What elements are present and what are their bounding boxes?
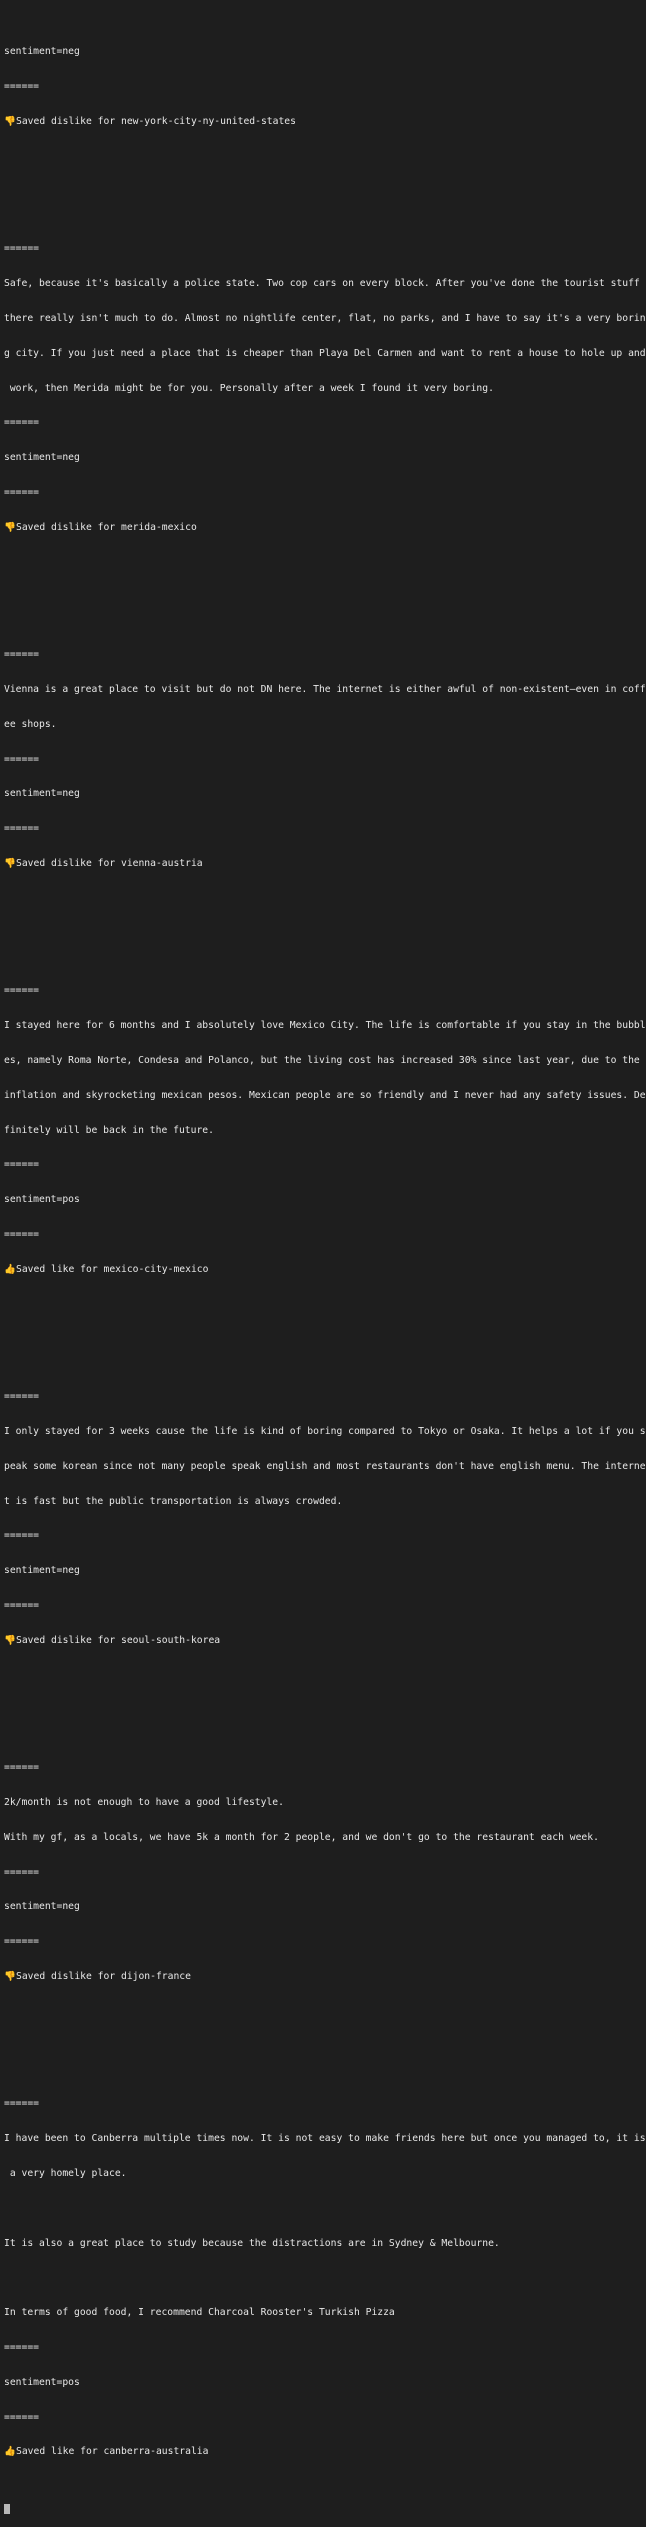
review-line: I stayed here for 6 months and I absolutely love Mexico City. The life is comfortable if you stay in the bubbl: [4, 1020, 646, 1032]
saved-line: [4, 858, 600, 870]
review-line: there really isn't much to do. Almost no nightlife center, flat, no parks, and I have to say it's a very borin: [4, 313, 646, 325]
review-line: Safe, because it's basically a police state. Two cop cars on every block. After you've done the tourist stuff: [4, 278, 640, 290]
review-line: I only stayed for 3 weeks cause the life is kind of boring compared to Tokyo or Osaka. It helps a lot if you s: [4, 1426, 646, 1438]
separator: ======: [4, 243, 39, 255]
sentiment-line: sentiment=pos: [4, 1194, 80, 1206]
thumbs-down-icon: 👎: [4, 1970, 16, 1982]
saved-line: [4, 1635, 600, 1647]
review-line: work, then Merida might be for you. Personally after a week I found it very boring.: [4, 382, 494, 394]
saved-line: [4, 1971, 600, 1983]
separator: ======: [4, 1762, 39, 1774]
review-line: With my gf, as a locals, we have 5k a month for 2 people, and we don't go to the restaurant each week.: [4, 1831, 599, 1843]
thumbs-down-icon: 👎: [4, 1634, 16, 1646]
saved-text: Saved dislike for dijon-france: [16, 1970, 191, 1982]
separator: ======: [4, 1599, 39, 1611]
separator: ======: [4, 2341, 39, 2353]
sentiment-line: sentiment=neg: [4, 1565, 80, 1577]
review-line: [4, 2272, 600, 2284]
review-line: inflation and skyrocketing mexican pesos. Mexican people are so friendly and I never had any safety issues. De: [4, 1089, 646, 1101]
review-line: In terms of good food, I recommend Charcoal Rooster's Turkish Pizza: [4, 2307, 395, 2319]
review-line: It is also a great place to study because the distractions are in Sydney & Melbourne.: [4, 2237, 500, 2249]
saved-line: [4, 522, 600, 534]
prompt-line[interactable]: [4, 2504, 600, 2516]
thumbs-up-icon: 👍: [4, 2446, 16, 2458]
saved-text: Saved dislike for merida-mexico: [16, 521, 197, 533]
separator: ======: [4, 1530, 39, 1542]
sentiment-line: sentiment=neg: [4, 788, 80, 800]
saved-text: Saved dislike for new-york-city-ny-united-states: [16, 115, 296, 127]
separator: ======: [4, 1866, 39, 1878]
thumbs-down-icon: 👎: [4, 521, 16, 533]
review-line: 2k/month is not enough to have a good lifestyle.: [4, 1797, 284, 1809]
saved-text: Saved dislike for vienna-austria: [16, 857, 203, 869]
sentiment-line: sentiment=neg: [4, 46, 80, 58]
review-line: t is fast but the public transportation is always crowded.: [4, 1495, 343, 1507]
separator: ======: [4, 1391, 39, 1403]
separator: ======: [4, 1936, 39, 1948]
separator: ======: [4, 1159, 39, 1171]
separator: ======: [4, 823, 39, 835]
review-line: Vienna is a great place to visit but do not DN here. The internet is either awful of non-existent—even in coff: [4, 684, 646, 696]
review-line: g city. If you just need a place that is cheaper than Playa Del Carmen and want to rent a house to hole up and: [4, 347, 646, 359]
review-line: es, namely Roma Norte, Condesa and Polanco, but the living cost has increased 30% since last year, due to the: [4, 1055, 640, 1067]
separator: ======: [4, 985, 39, 997]
saved-line: [4, 2446, 600, 2458]
separator: ======: [4, 753, 39, 765]
saved-text: Saved like for canberra-australia: [16, 2446, 209, 2458]
saved-line: [4, 116, 600, 128]
cursor: [4, 2504, 10, 2514]
sentiment-line: sentiment=pos: [4, 2376, 80, 2388]
review-line: peak some korean since not many people speak english and most restaurants don't have english menu. The interne: [4, 1460, 646, 1472]
thumbs-down-icon: 👎: [4, 857, 16, 869]
review-line: [4, 2203, 600, 2215]
saved-line: [4, 1264, 600, 1276]
thumbs-up-icon: 👍: [4, 1263, 16, 1275]
review-line: ee shops.: [4, 718, 57, 730]
separator: ======: [4, 2098, 39, 2110]
saved-text: Saved dislike for seoul-south-korea: [16, 1634, 221, 1646]
saved-text: Saved like for mexico-city-mexico: [16, 1263, 209, 1275]
separator: ======: [4, 2411, 39, 2423]
terminal-output[interactable]: [4, 0, 646, 2458]
sentiment-line: sentiment=neg: [4, 452, 80, 464]
separator: ======: [4, 417, 39, 429]
separator: ======: [4, 1228, 39, 1240]
review-line: I have been to Canberra multiple times now. It is not easy to make friends here but once you managed to, it is: [4, 2133, 646, 2145]
sentiment-line: sentiment=neg: [4, 1901, 80, 1913]
review-line: a very homely place.: [4, 2168, 127, 2180]
thumbs-down-icon: 👎: [4, 115, 16, 127]
separator: ======: [4, 81, 39, 93]
separator: ======: [4, 649, 39, 661]
review-line: finitely will be back in the future.: [4, 1124, 214, 1136]
separator: ======: [4, 486, 39, 498]
